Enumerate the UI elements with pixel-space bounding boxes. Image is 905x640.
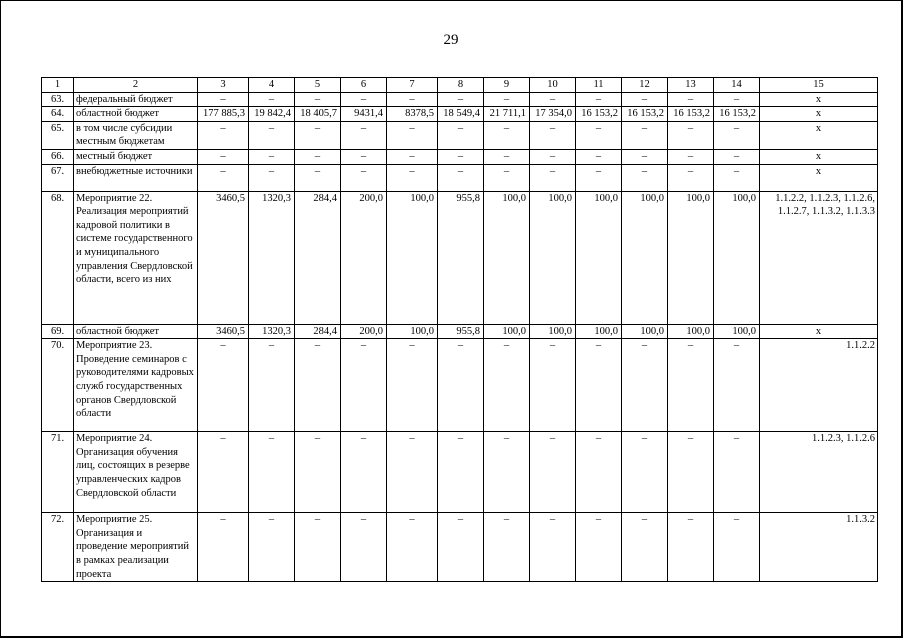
value-cell: –: [622, 92, 668, 107]
value-cell: 16 153,2: [714, 107, 760, 122]
row-number: 66.: [42, 149, 74, 164]
row-number: 69.: [42, 324, 74, 339]
value-cell: –: [530, 121, 576, 149]
value-cell: 100,0: [714, 191, 760, 324]
value-cell: 17 354,0: [530, 107, 576, 122]
value-cell: –: [341, 432, 387, 513]
value-cell: –: [576, 432, 622, 513]
value-cell: 284,4: [295, 324, 341, 339]
row-name: федеральный бюджет: [74, 92, 198, 107]
value-cell: 100,0: [530, 191, 576, 324]
value-cell: 100,0: [668, 191, 714, 324]
target-indicators: 1.1.2.2, 1.1.2.3, 1.1.2.6, 1.1.2.7, 1.1.3.2, 1.1.3.3: [760, 191, 878, 324]
column-header: 6: [341, 78, 387, 93]
value-cell: –: [622, 164, 668, 191]
column-header: 11: [576, 78, 622, 93]
value-cell: 16 153,2: [622, 107, 668, 122]
value-cell: 955,8: [438, 324, 484, 339]
row-number: 63.: [42, 92, 74, 107]
column-header: 9: [484, 78, 530, 93]
value-cell: –: [714, 339, 760, 432]
value-cell: –: [714, 432, 760, 513]
value-cell: 16 153,2: [576, 107, 622, 122]
value-cell: –: [622, 513, 668, 582]
table-row: [42, 324, 878, 339]
value-cell: 16 153,2: [668, 107, 714, 122]
row-number: 67.: [42, 164, 74, 191]
value-cell: –: [341, 513, 387, 582]
value-cell: –: [198, 164, 249, 191]
value-cell: –: [576, 149, 622, 164]
value-cell: –: [387, 92, 438, 107]
column-header: 5: [295, 78, 341, 93]
value-cell: –: [438, 92, 484, 107]
value-cell: –: [341, 164, 387, 191]
value-cell: –: [576, 339, 622, 432]
value-cell: –: [576, 513, 622, 582]
target-indicators: х: [760, 92, 878, 107]
row-number: 68.: [42, 191, 74, 324]
value-cell: –: [387, 149, 438, 164]
value-cell: –: [249, 339, 295, 432]
budget-table: [41, 77, 878, 582]
value-cell: –: [341, 339, 387, 432]
target-indicators: 1.1.2.2: [760, 339, 878, 432]
value-cell: –: [295, 164, 341, 191]
table-row: [42, 121, 878, 149]
value-cell: –: [530, 513, 576, 582]
column-header: 14: [714, 78, 760, 93]
value-cell: 3460,5: [198, 191, 249, 324]
column-header: 10: [530, 78, 576, 93]
value-cell: –: [576, 92, 622, 107]
value-cell: –: [295, 339, 341, 432]
value-cell: –: [387, 432, 438, 513]
value-cell: 200,0: [341, 324, 387, 339]
value-cell: 1320,3: [249, 191, 295, 324]
row-number: 72.: [42, 513, 74, 582]
table-row: [42, 191, 878, 324]
column-header: 3: [198, 78, 249, 93]
value-cell: 8378,5: [387, 107, 438, 122]
value-cell: –: [622, 149, 668, 164]
value-cell: –: [484, 339, 530, 432]
table-row: [42, 432, 878, 513]
value-cell: –: [249, 432, 295, 513]
row-number: 64.: [42, 107, 74, 122]
value-cell: –: [714, 92, 760, 107]
value-cell: –: [484, 121, 530, 149]
target-indicators: 1.1.3.2: [760, 513, 878, 582]
value-cell: –: [530, 432, 576, 513]
table-row: [42, 92, 878, 107]
value-cell: 9431,4: [341, 107, 387, 122]
value-cell: –: [198, 339, 249, 432]
column-header: 13: [668, 78, 714, 93]
value-cell: –: [714, 121, 760, 149]
value-cell: –: [484, 513, 530, 582]
value-cell: –: [295, 432, 341, 513]
value-cell: –: [387, 121, 438, 149]
value-cell: –: [668, 121, 714, 149]
value-cell: 1320,3: [249, 324, 295, 339]
value-cell: 200,0: [341, 191, 387, 324]
value-cell: –: [198, 92, 249, 107]
value-cell: –: [530, 149, 576, 164]
value-cell: –: [438, 149, 484, 164]
value-cell: –: [714, 513, 760, 582]
value-cell: –: [622, 339, 668, 432]
row-name: Мероприятие 23. Проведение семинаров с руководителями кадровых служб государственных органов Свердловской области: [74, 339, 198, 432]
value-cell: –: [295, 121, 341, 149]
value-cell: –: [198, 432, 249, 513]
value-cell: 18 405,7: [295, 107, 341, 122]
value-cell: –: [668, 164, 714, 191]
value-cell: –: [341, 121, 387, 149]
value-cell: –: [387, 339, 438, 432]
value-cell: –: [249, 92, 295, 107]
value-cell: –: [387, 513, 438, 582]
value-cell: –: [530, 92, 576, 107]
value-cell: –: [249, 164, 295, 191]
value-cell: 100,0: [484, 191, 530, 324]
column-header: 8: [438, 78, 484, 93]
value-cell: –: [387, 164, 438, 191]
value-cell: –: [341, 149, 387, 164]
value-cell: –: [668, 513, 714, 582]
value-cell: –: [576, 121, 622, 149]
value-cell: 100,0: [484, 324, 530, 339]
value-cell: –: [622, 432, 668, 513]
row-name: областной бюджет: [74, 324, 198, 339]
value-cell: –: [341, 92, 387, 107]
column-header: 2: [74, 78, 198, 93]
value-cell: 21 711,1: [484, 107, 530, 122]
value-cell: 284,4: [295, 191, 341, 324]
table-row: [42, 513, 878, 582]
value-cell: –: [438, 513, 484, 582]
value-cell: –: [484, 149, 530, 164]
column-header: 7: [387, 78, 438, 93]
value-cell: –: [198, 121, 249, 149]
value-cell: 100,0: [530, 324, 576, 339]
row-name: местный бюджет: [74, 149, 198, 164]
value-cell: –: [668, 339, 714, 432]
value-cell: 3460,5: [198, 324, 249, 339]
value-cell: –: [198, 513, 249, 582]
row-name: областной бюджет: [74, 107, 198, 122]
target-indicators: х: [760, 324, 878, 339]
value-cell: 100,0: [387, 191, 438, 324]
value-cell: –: [249, 121, 295, 149]
value-cell: 100,0: [576, 191, 622, 324]
target-indicators: х: [760, 149, 878, 164]
target-indicators: х: [760, 164, 878, 191]
value-cell: –: [295, 513, 341, 582]
value-cell: –: [668, 432, 714, 513]
value-cell: 955,8: [438, 191, 484, 324]
value-cell: 18 549,4: [438, 107, 484, 122]
row-name: внебюджетные источники: [74, 164, 198, 191]
target-indicators: х: [760, 121, 878, 149]
row-name: Мероприятие 24. Организация обучения лиц, состоящих в резерве управленческих кадров Свердловской области: [74, 432, 198, 513]
table-row: [42, 107, 878, 122]
column-header: 15: [760, 78, 878, 93]
page-number: 29: [443, 32, 459, 48]
value-cell: –: [438, 339, 484, 432]
value-cell: –: [484, 164, 530, 191]
value-cell: –: [668, 92, 714, 107]
row-number: 70.: [42, 339, 74, 432]
table-row: [42, 339, 878, 432]
value-cell: –: [530, 164, 576, 191]
column-header: 4: [249, 78, 295, 93]
value-cell: –: [714, 164, 760, 191]
value-cell: –: [668, 149, 714, 164]
row-name: Мероприятие 22. Реализация мероприятий кадровой политики в системе государственного и муниципального управления Свердловской области, всего из них: [74, 191, 198, 324]
table-row: [42, 149, 878, 164]
value-cell: 100,0: [576, 324, 622, 339]
value-cell: –: [576, 164, 622, 191]
value-cell: –: [438, 164, 484, 191]
value-cell: –: [249, 149, 295, 164]
row-number: 71.: [42, 432, 74, 513]
value-cell: –: [438, 121, 484, 149]
row-name: в том числе субсидии местным бюджетам: [74, 121, 198, 149]
value-cell: –: [714, 149, 760, 164]
value-cell: –: [198, 149, 249, 164]
value-cell: –: [438, 432, 484, 513]
target-indicators: х: [760, 107, 878, 122]
value-cell: 100,0: [622, 191, 668, 324]
value-cell: 100,0: [387, 324, 438, 339]
value-cell: –: [295, 149, 341, 164]
value-cell: –: [484, 92, 530, 107]
value-cell: 177 885,3: [198, 107, 249, 122]
value-cell: –: [622, 121, 668, 149]
value-cell: –: [295, 92, 341, 107]
table-row: [42, 164, 878, 191]
value-cell: –: [484, 432, 530, 513]
column-header: 12: [622, 78, 668, 93]
value-cell: 19 842,4: [249, 107, 295, 122]
column-header: 1: [42, 78, 74, 93]
target-indicators: 1.1.2.3, 1.1.2.6: [760, 432, 878, 513]
value-cell: 100,0: [668, 324, 714, 339]
table-header-row: [42, 78, 878, 93]
value-cell: –: [249, 513, 295, 582]
row-number: 65.: [42, 121, 74, 149]
value-cell: 100,0: [714, 324, 760, 339]
value-cell: –: [530, 339, 576, 432]
row-name: Мероприятие 25. Организация и проведение мероприятий в рамках реализации проекта: [74, 513, 198, 582]
value-cell: 100,0: [622, 324, 668, 339]
